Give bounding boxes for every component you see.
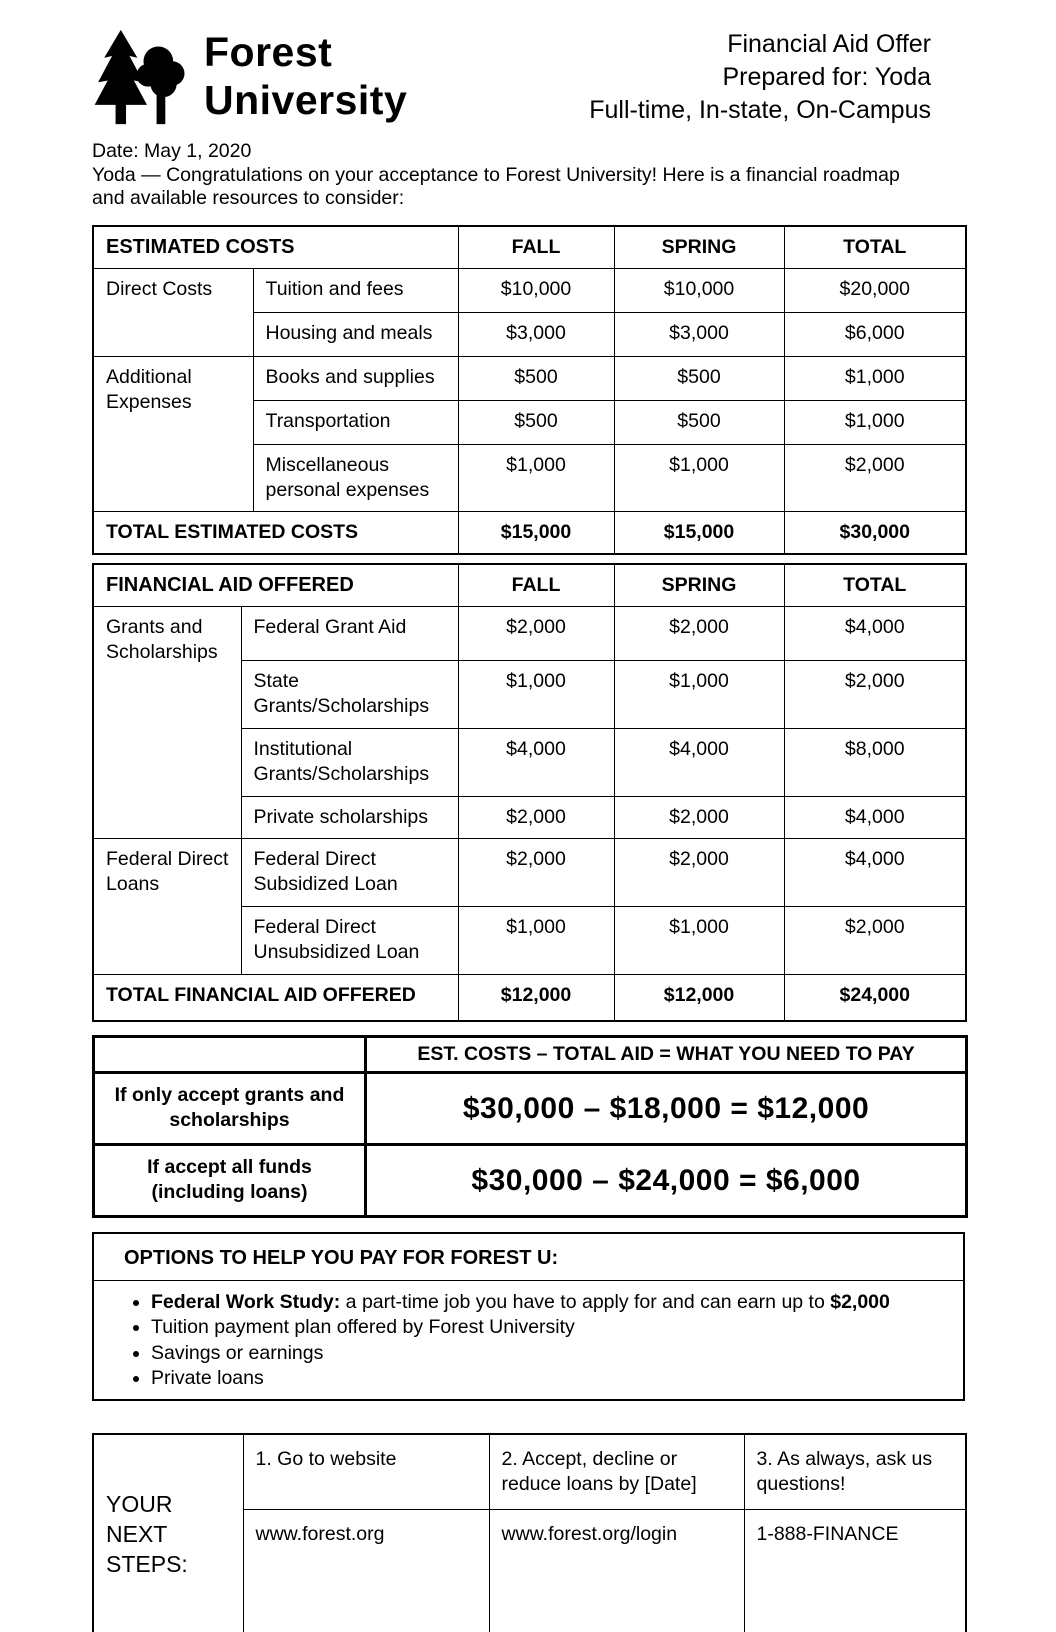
options-list: [94, 1290, 963, 1392]
calc-formula-header: EST. COSTS – TOTAL AID = WHAT YOU NEED TO PAY: [366, 1036, 967, 1072]
table-row: [94, 1144, 967, 1216]
table-row: [93, 357, 966, 401]
intro-message: Yoda — Congratulations on your acceptance to Forest University! Here is a financial roadmap and available resources to consider:: [92, 164, 900, 209]
spring-total: $15,000: [614, 512, 784, 555]
column-header-spring: SPRING: [614, 564, 784, 607]
enrollment-status: Full-time, In-state, On-Campus: [589, 96, 931, 124]
step-value-phone: 1-888-FINANCE: [744, 1509, 966, 1632]
group-label: Direct Costs: [93, 269, 253, 357]
net-cost-calculation-table: [92, 1035, 968, 1218]
fall-value: $2,000: [458, 797, 614, 839]
spring-value: $10,000: [614, 269, 784, 313]
next-steps-title: YOUR NEXT STEPS:: [93, 1434, 243, 1632]
item-label: Housing and meals: [253, 313, 458, 357]
step-header: 2. Accept, decline or reduce loans by [Date]: [489, 1434, 744, 1510]
fall-value: $1,000: [458, 907, 614, 975]
list-item: • Tuition payment plan offered by Forest University: [151, 1315, 963, 1341]
offer-header: [589, 26, 965, 127]
group-label: Grants and Scholarships: [93, 607, 241, 839]
total-label: TOTAL FINANCIAL AID OFFERED: [93, 975, 458, 1021]
step-value-website: www.forest.org: [243, 1509, 489, 1632]
column-header-total: TOTAL: [784, 564, 966, 607]
calc-equation: $30,000 – $24,000 = $6,000: [366, 1144, 967, 1216]
item-label: Federal Direct Unsubsidized Loan: [241, 907, 458, 975]
fall-total: $12,000: [458, 975, 614, 1021]
university-name: [204, 28, 407, 124]
table-header-row: [94, 1036, 967, 1072]
option-amount: $2,000: [830, 1290, 890, 1313]
fall-value: $1,000: [458, 445, 614, 512]
fall-value: $10,000: [458, 269, 614, 313]
financial-aid-table: [92, 563, 967, 1022]
spring-value: $2,000: [614, 839, 784, 907]
total-value: $8,000: [784, 729, 966, 797]
fall-value: $2,000: [458, 607, 614, 661]
option-lead: Federal Work Study:: [151, 1290, 341, 1313]
spring-value: $3,000: [614, 313, 784, 357]
column-header-fall: FALL: [458, 226, 614, 269]
calc-equation: $30,000 – $18,000 = $12,000: [366, 1072, 967, 1144]
total-value: $1,000: [784, 401, 966, 445]
item-label: Federal Direct Subsidized Loan: [241, 839, 458, 907]
estimated-costs-table: [92, 225, 967, 555]
item-label: Books and supplies: [253, 357, 458, 401]
table-row: [93, 269, 966, 313]
item-label: Tuition and fees: [253, 269, 458, 313]
calc-scenario-label: If accept all funds (including loans): [94, 1144, 366, 1216]
total-row: [93, 512, 966, 555]
spring-value: $1,000: [614, 445, 784, 512]
column-header-total: TOTAL: [784, 226, 966, 269]
option-body: a part-time job you have to apply for and can earn up to: [340, 1290, 831, 1313]
step-header: 1. Go to website: [243, 1434, 489, 1510]
table-header-row: [93, 1434, 966, 1510]
document-header: [92, 0, 965, 128]
total-value: $4,000: [784, 839, 966, 907]
spring-total: $12,000: [614, 975, 784, 1021]
payment-options-box: [92, 1232, 965, 1401]
total-value: $1,000: [784, 357, 966, 401]
spring-value: $1,000: [614, 661, 784, 729]
table-header-row: [93, 226, 966, 269]
university-name-line1: Forest: [204, 29, 333, 75]
item-label: State Grants/Scholarships: [241, 661, 458, 729]
step-header: 3. As always, ask us questions!: [744, 1434, 966, 1510]
fall-value: $4,000: [458, 729, 614, 797]
fall-value: $2,000: [458, 839, 614, 907]
spring-value: $500: [614, 357, 784, 401]
options-title: OPTIONS TO HELP YOU PAY FOR FOREST U:: [94, 1234, 963, 1281]
total-value: $4,000: [784, 797, 966, 839]
column-header-spring: SPRING: [614, 226, 784, 269]
item-label: Institutional Grants/Scholarships: [241, 729, 458, 797]
costs-table-title: ESTIMATED COSTS: [93, 226, 458, 269]
table-row: [93, 607, 966, 661]
fall-value: $3,000: [458, 313, 614, 357]
empty-cell: [94, 1036, 366, 1072]
table-row: [93, 839, 966, 907]
group-label: Additional Expenses: [93, 357, 253, 512]
table-row: [94, 1072, 967, 1144]
aid-table-title: FINANCIAL AID OFFERED: [93, 564, 458, 607]
item-label: Federal Grant Aid: [241, 607, 458, 661]
university-name-line2: University: [204, 77, 408, 123]
item-label: Private scholarships: [241, 797, 458, 839]
spring-value: $500: [614, 401, 784, 445]
total-value: $20,000: [784, 269, 966, 313]
calc-scenario-label: If only accept grants and scholarships: [94, 1072, 366, 1144]
fall-value: $1,000: [458, 661, 614, 729]
next-steps-table: [92, 1433, 967, 1632]
column-header-fall: FALL: [458, 564, 614, 607]
total-label: TOTAL ESTIMATED COSTS: [93, 512, 458, 555]
date-line: Date: May 1, 2020: [92, 140, 252, 162]
total-value: $2,000: [784, 661, 966, 729]
grand-total: $24,000: [784, 975, 966, 1021]
spring-value: $4,000: [614, 729, 784, 797]
spring-value: $2,000: [614, 607, 784, 661]
grand-total: $30,000: [784, 512, 966, 555]
forest-logo-icon: [92, 26, 188, 128]
fall-value: $500: [458, 357, 614, 401]
step-value-login-url: www.forest.org/login: [489, 1509, 744, 1632]
total-value: $4,000: [784, 607, 966, 661]
total-row: [93, 975, 966, 1021]
item-label: Miscellaneous personal expenses: [253, 445, 458, 512]
fall-value: $500: [458, 401, 614, 445]
list-item: • Savings or earnings: [151, 1341, 963, 1367]
list-item: • Private loans: [151, 1366, 963, 1392]
group-label: Federal Direct Loans: [93, 839, 241, 975]
total-value: $2,000: [784, 445, 966, 512]
prepared-for: Prepared for: Yoda: [722, 63, 931, 91]
fall-total: $15,000: [458, 512, 614, 555]
spring-value: $2,000: [614, 797, 784, 839]
total-value: $6,000: [784, 313, 966, 357]
total-value: $2,000: [784, 907, 966, 975]
list-item: [151, 1290, 963, 1316]
spring-value: $1,000: [614, 907, 784, 975]
table-header-row: [93, 564, 966, 607]
item-label: Transportation: [253, 401, 458, 445]
offer-title: Financial Aid Offer: [727, 30, 931, 58]
university-brand: [92, 26, 407, 128]
